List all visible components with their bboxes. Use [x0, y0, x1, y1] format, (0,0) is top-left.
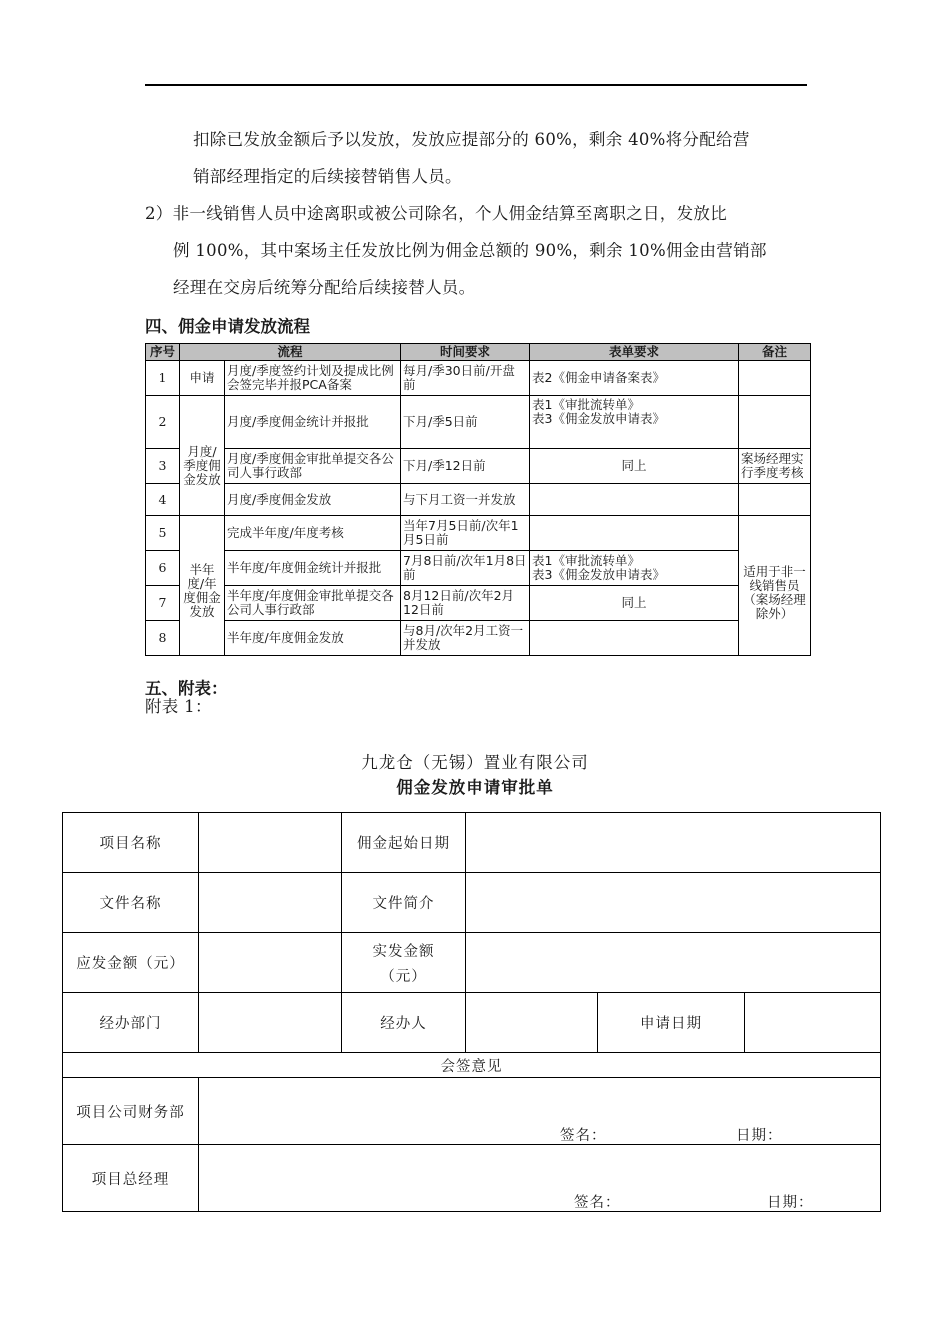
form-row: [63, 1078, 881, 1145]
department-label: 经办部门: [63, 993, 199, 1053]
row-number: 7: [146, 586, 180, 621]
department-field[interactable]: [199, 993, 342, 1053]
appendix-label: 附表 1：: [145, 697, 212, 716]
form-line: 表1《审批流转单》: [532, 553, 640, 568]
group-label: 半年度/年度佣金发放: [180, 516, 225, 656]
handler-label: 经办人: [342, 993, 466, 1053]
approval-form-table: [62, 812, 881, 1212]
process-cell: 月度/季度佣金发放: [225, 484, 401, 516]
form-cell: [530, 621, 739, 656]
general-manager-label: 项目总经理: [63, 1145, 199, 1212]
table-row: [146, 621, 811, 656]
note-cell: [739, 361, 811, 396]
start-date-label: 佣金起始日期: [342, 813, 466, 873]
time-cell: 下月/季12日前: [401, 449, 530, 484]
finance-dept-label: 项目公司财务部: [63, 1078, 199, 1145]
process-cell: 月度/季度佣金审批单提交各公司人事行政部: [225, 449, 401, 484]
paragraph-line: 经理在交房后统筹分配给后续接替人员。: [173, 278, 476, 297]
row-number: 5: [146, 516, 180, 551]
form-title: 佣金发放申请审批单: [396, 778, 554, 797]
file-name-field[interactable]: [199, 873, 342, 933]
paragraph-line: 销部经理指定的后续接替销售人员。: [193, 167, 462, 186]
actual-amount-label-line2: （元）: [380, 968, 427, 985]
row-number: 3: [146, 449, 180, 484]
row-number: 8: [146, 621, 180, 656]
file-summary-field[interactable]: [466, 873, 881, 933]
actual-amount-label-line1: 实发金额: [372, 943, 435, 960]
note-cell: [739, 396, 811, 449]
payable-amount-field[interactable]: [199, 933, 342, 993]
payable-amount-label: 应发金额（元）: [63, 933, 199, 993]
row-number: 6: [146, 551, 180, 586]
form-row: [63, 813, 881, 873]
group-label: 申请: [180, 361, 225, 396]
table-row: [146, 449, 811, 484]
actual-amount-field[interactable]: [466, 933, 881, 993]
form-line: 表1《审批流转单》: [532, 397, 640, 412]
project-name-field[interactable]: [199, 813, 342, 873]
row-number: 1: [146, 361, 180, 396]
column-header: 时间要求: [401, 344, 530, 361]
apply-date-field[interactable]: [745, 993, 881, 1053]
time-cell: 7月8日前/次年1月8日前: [401, 551, 530, 586]
form-row: [63, 993, 881, 1053]
handler-field[interactable]: [466, 993, 598, 1053]
form-cell: 同上: [530, 449, 739, 484]
sign-label: 签名：: [574, 1195, 621, 1211]
time-cell: 每月/季30日前/开盘前: [401, 361, 530, 396]
section-heading: 四、佣金申请发放流程: [145, 317, 310, 336]
table-row: [146, 586, 811, 621]
form-line: 表3《佣金发放申请表》: [532, 411, 665, 426]
process-cell: 月度/季度签约计划及提成比例会签完毕并报PCA备案: [225, 361, 401, 396]
note-cell: [739, 484, 811, 516]
paragraph-line: 2）非一线销售人员中途离职或被公司除名，个人佣金结算至离职之日，发放比: [145, 204, 727, 223]
table-row: [146, 484, 811, 516]
group-label: 月度/季度佣金发放: [180, 396, 225, 516]
form-row: [63, 1145, 881, 1212]
form-cell: [530, 551, 739, 586]
apply-date-label: 申请日期: [598, 993, 745, 1053]
table-row: [146, 396, 811, 449]
start-date-field[interactable]: [466, 813, 881, 873]
form-cell: [530, 484, 739, 516]
table-header-row: [146, 344, 811, 361]
company-name: 九龙仓（无锡）置业有限公司: [361, 753, 589, 772]
general-manager-opinion-field[interactable]: [199, 1145, 881, 1212]
header-rule: [145, 84, 807, 86]
form-row: [63, 873, 881, 933]
file-name-label: 文件名称: [63, 873, 199, 933]
row-number: 4: [146, 484, 180, 516]
form-cell: 表2《佣金申请备案表》: [530, 361, 739, 396]
date-label: 日期：: [767, 1195, 814, 1211]
column-header: 备注: [739, 344, 811, 361]
time-cell: 当年7月5日前/次年1月5日前: [401, 516, 530, 551]
table-row: [146, 551, 811, 586]
paragraph-line: 扣除已发放金额后予以发放，发放应提部分的 60%，剩余 40%将分配给营: [193, 130, 750, 149]
time-cell: 与下月工资一并发放: [401, 484, 530, 516]
time-cell: 下月/季5日前: [401, 396, 530, 449]
process-cell: 完成半年度/年度考核: [225, 516, 401, 551]
project-name-label: 项目名称: [63, 813, 199, 873]
table-row: [146, 361, 811, 396]
note-cell: 案场经理实行季度考核: [739, 449, 811, 484]
form-cell: 同上: [530, 586, 739, 621]
actual-amount-label: [342, 933, 466, 993]
date-label: 日期：: [736, 1128, 783, 1144]
column-header: 表单要求: [530, 344, 739, 361]
finance-dept-opinion-field[interactable]: [199, 1078, 881, 1145]
process-cell: 半年度/年度佣金发放: [225, 621, 401, 656]
time-cell: 8月12日前/次年2月12日前: [401, 586, 530, 621]
form-row: [63, 1053, 881, 1078]
form-line: 表3《佣金发放申请表》: [532, 567, 665, 582]
time-cell: 与8月/次年2月工资一并发放: [401, 621, 530, 656]
sign-label: 签名：: [560, 1128, 607, 1144]
process-cell: 半年度/年度佣金统计并报批: [225, 551, 401, 586]
countersign-header: 会签意见: [63, 1053, 881, 1078]
process-cell: 月度/季度佣金统计并报批: [225, 396, 401, 449]
commission-flow-table: [145, 343, 811, 656]
paragraph-line: 例 100%，其中案场主任发放比例为佣金总额的 90%，剩余 10%佣金由营销部: [173, 241, 767, 260]
table-row: [146, 516, 811, 551]
row-number: 2: [146, 396, 180, 449]
file-summary-label: 文件简介: [342, 873, 466, 933]
form-row: [63, 933, 881, 993]
section-heading: 五、附表：: [145, 679, 228, 698]
process-cell: 半年度/年度佣金审批单提交各公司人事行政部: [225, 586, 401, 621]
column-header: 序号: [146, 344, 180, 361]
form-cell: [530, 396, 739, 449]
form-cell: [530, 516, 739, 551]
column-header: 流程: [180, 344, 401, 361]
note-cell: 适用于非一线销售员（案场经理除外）: [739, 516, 811, 656]
